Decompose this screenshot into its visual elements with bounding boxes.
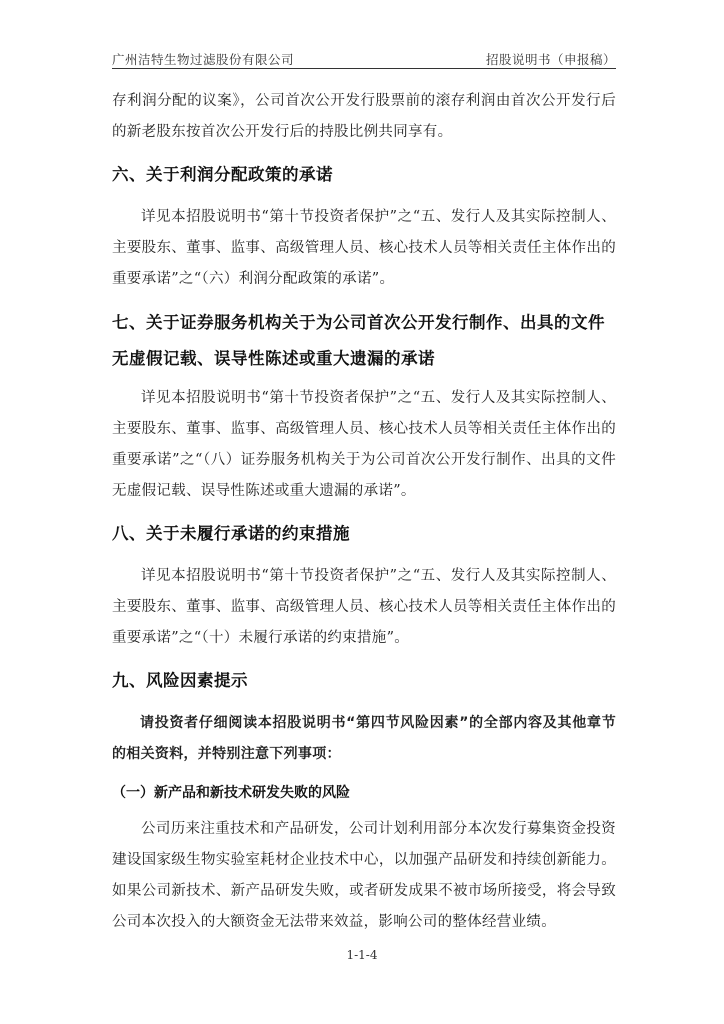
header-company: 广州洁特生物过滤股份有限公司 — [112, 52, 295, 67]
section-heading-9: 九、风险因素提示 — [112, 671, 248, 690]
paragraph-section-8: 详见本招股说明书“第十节投资者保护”之“五、发行人及其实际控制人、主要股东、董事、监事、高级管理人员、核心技术人员等相关责任主体作出的重要承诺”之“（十）未履行承诺的约束措施”。 — [112, 568, 616, 646]
section-heading-6: 六、关于利润分配政策的承诺 — [112, 165, 333, 184]
section-heading-8: 八、关于未履行承诺的约束措施 — [112, 524, 350, 543]
section-heading-7: 七、关于证券服务机构关于为公司首次公开发行制作、出具的文件无虚假记载、误导性陈述或重大遗漏的承诺 — [112, 313, 605, 368]
paragraph-section-7: 详见本招股说明书“第十节投资者保护”之“五、发行人及其实际控制人、主要股东、董事、监事、高级管理人员、核心技术人员等相关责任主体作出的重要承诺”之“（八）证券服务机构关于为公司首次公开发行制作、出具的文件无虚假记载、误导性陈述或重大遗漏的承诺”。 — [112, 390, 616, 499]
page-header — [112, 46, 616, 69]
paragraph-carryover: 存利润分配的议案》，公司首次公开发行股票前的滚存利润由首次公开发行后的新老股东按首次公开发行后的持股比例共同享有。 — [112, 93, 616, 140]
paragraph-section-9-1: 公司历来注重技术和产品研发，公司计划利用部分本次发行募集资金投资建设国家级生物实验室耗材企业技术中心，以加强产品研发和持续创新能力。如果公司新技术、新产品研发失败，或者研发成果不被市场所接受，将会导致公司本次投入的大额资金无法带来效益，影响公司的整体经营业绩。 — [112, 821, 616, 930]
subsection-heading-9-1: （一）新产品和新技术研发失败的风险 — [112, 785, 350, 801]
paragraph-section-6: 详见本招股说明书“第十节投资者保护”之“五、发行人及其实际控制人、主要股东、董事、监事、高级管理人员、核心技术人员等相关责任主体作出的重要承诺”之“（六）利润分配政策的承诺”。 — [112, 209, 616, 287]
page-content — [112, 86, 616, 938]
page-number: 1-1-4 — [346, 948, 378, 962]
paragraph-section-9: 请投资者仔细阅读本招股说明书“第四节风险因素”的全部内容及其他章节的相关资料，并特别注意下列事项： — [112, 715, 616, 762]
header-doc-title: 招股说明书（申报稿） — [485, 52, 616, 67]
